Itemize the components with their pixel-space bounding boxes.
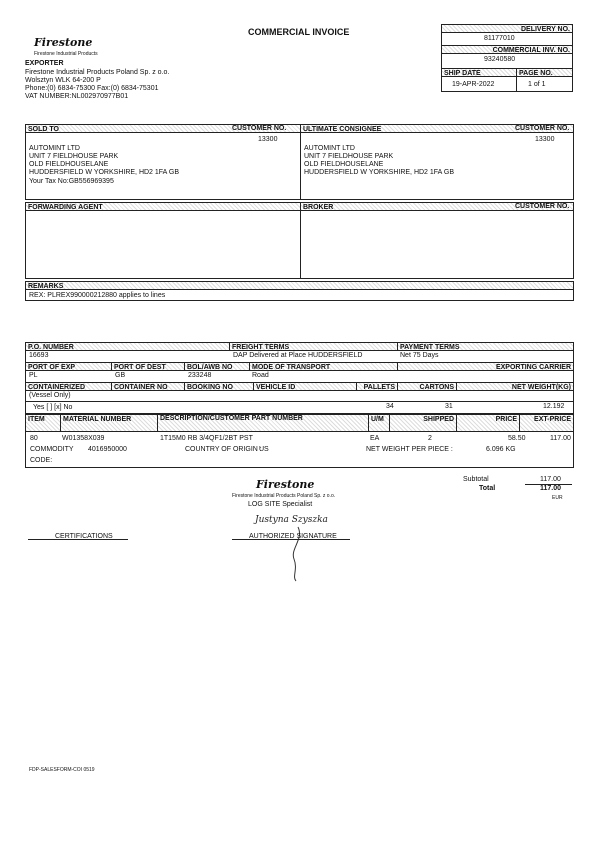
- consignee-line: UNIT 7 FIELDHOUSE PARK: [304, 153, 394, 160]
- consignee-line: HUDDERSFIELD W YORKSHIRE, HD2 1FA GB: [304, 169, 455, 176]
- exporter-line: Phone:(0) 6834-75300 Fax:(0) 6834-75301: [25, 85, 159, 92]
- freight-terms-label: FREIGHT TERMS: [229, 342, 398, 351]
- bol-no: 233248: [188, 372, 212, 379]
- subtotal-label: Subtotal: [463, 476, 489, 483]
- net-per-piece-label: NET WEIGHT PER PIECE :: [366, 446, 453, 453]
- consignee-customer-no: 13300: [535, 136, 555, 143]
- col-item: ITEM: [25, 414, 61, 432]
- row-um: EA: [370, 435, 380, 442]
- net-weight-label: NET WEIGHT(KG): [456, 382, 574, 391]
- row-description: 1T15M0 RB 3/4QF1/2BT PST: [160, 435, 253, 442]
- cartons-value: 31: [445, 403, 453, 410]
- vehicle-id-label: VEHICLE ID: [253, 382, 357, 391]
- port-exp-label: PORT OF EXP: [25, 362, 112, 371]
- footer-form-id: FDP-SALESFORM-COI 0519: [29, 767, 95, 773]
- col-shipped: SHIPPED: [389, 414, 457, 432]
- stamp-logo: Firestone: [256, 478, 315, 491]
- commodity-value: 4016950000: [88, 446, 127, 453]
- exporter-label: EXPORTER: [25, 60, 64, 67]
- pallets-label: PALLETS: [356, 382, 398, 391]
- freight-terms: DAP Delivered at Place HUDDERSFIELD: [233, 352, 363, 359]
- payment-terms-label: PAYMENT TERMS: [397, 342, 574, 351]
- remarks-label: REMARKS: [25, 281, 574, 290]
- certifications-label: CERTIFICATIONS: [55, 533, 113, 540]
- exporter-line: Wolsztyn WLK 64-200 P: [25, 77, 101, 84]
- broker-box: [300, 202, 574, 279]
- commercial-inv-no: 93240580: [484, 56, 516, 63]
- transport-label: MODE OF TRANSPORT: [249, 362, 398, 371]
- row-price: 58.50: [508, 435, 526, 442]
- sold-to-line: AUTOMINT LTD: [29, 145, 80, 152]
- total-label: Total: [479, 485, 496, 492]
- firestone-logo: Firestone: [34, 36, 93, 49]
- row-shipped: 2: [428, 435, 432, 442]
- po-number: 16693: [29, 352, 49, 359]
- container-no-label: CONTAINER NO: [111, 382, 185, 391]
- consignee-line: AUTOMINT LTD: [304, 145, 355, 152]
- sold-to-line: HUDDERSFIELD W YORKSHIRE, HD2 1FA GB: [29, 169, 180, 176]
- currency: EUR: [552, 495, 563, 501]
- sold-to-line: Your Tax No:GB556969395: [29, 178, 114, 185]
- total-value: 117.00: [540, 485, 562, 492]
- handwritten-signature: Justyna Szyszka: [255, 515, 328, 525]
- page-no-label: PAGE NO.: [516, 68, 573, 77]
- row-material: W01358X039: [62, 435, 105, 442]
- sold-to-label: SOLD TO: [25, 124, 301, 133]
- pallets-value: 34: [386, 403, 394, 410]
- carrier-label: EXPORTING CARRIER: [397, 362, 574, 371]
- page-no: 1 of 1: [528, 81, 546, 88]
- po-label: P.O. NUMBER: [25, 342, 230, 351]
- col-um: U/M: [368, 414, 390, 432]
- ship-date-label: SHIP DATE: [441, 68, 517, 77]
- port-exp: PL: [29, 372, 38, 379]
- port-dest: GB: [115, 372, 126, 379]
- row-ext-price: 117.00: [550, 435, 571, 442]
- containerized-value: Yes [ ] [x] No: [33, 404, 73, 411]
- cartons-label: CARTONS: [397, 382, 457, 391]
- containerized-sub: (Vessel Only): [29, 392, 71, 399]
- broker-label: BROKER: [300, 202, 574, 211]
- remarks-text: REX: PLREX990000212880 applies to lines: [29, 292, 166, 299]
- exporter-line: Firestone Industrial Products Poland Sp. z o.o.: [25, 69, 170, 76]
- broker-customer-label: CUSTOMER NO.: [515, 203, 570, 210]
- origin-value: US: [259, 446, 269, 453]
- origin-label: COUNTRY OF ORIGIN :: [185, 446, 262, 453]
- booking-no-label: BOOKING NO: [184, 382, 254, 391]
- payment-terms: Net 75 Days: [400, 352, 439, 359]
- sold-to-customer-no: 13300: [258, 136, 278, 143]
- col-price: PRICE: [456, 414, 520, 432]
- exporter-line: VAT NUMBER:NL002970977B01: [25, 93, 129, 100]
- net-weight-value: 12.192: [543, 403, 565, 410]
- row-item: 80: [30, 435, 38, 442]
- commodity-label: COMMODITY: [30, 446, 74, 453]
- sold-to-line: OLD FIELDHOUSELANE: [29, 161, 109, 168]
- containerized-label: CONTAINERIZED: [25, 382, 112, 391]
- forwarding-agent-label: FORWARDING AGENT: [25, 202, 301, 211]
- consignee-line: OLD FIELDHOUSELANE: [304, 161, 384, 168]
- stamp-line1: Firestone Industrial Products Poland Sp. z o.o.: [232, 493, 336, 499]
- ship-date: 19-APR-2022: [452, 81, 495, 88]
- forwarding-agent-box: [25, 202, 301, 279]
- consignee-label: ULTIMATE CONSIGNEE: [300, 124, 574, 133]
- subtotal-value: 117.00: [540, 476, 561, 483]
- col-ext-price: EXT-PRICE: [519, 414, 574, 432]
- code-label: CODE:: [30, 457, 53, 464]
- sold-to-customer-label: CUSTOMER NO.: [232, 125, 287, 132]
- commercial-inv-label: COMMERCIAL INV. NO.: [441, 45, 573, 54]
- transport-mode: Road: [252, 372, 269, 379]
- document-title: COMMERCIAL INVOICE: [248, 27, 350, 37]
- delivery-no-label: DELIVERY NO.: [441, 24, 573, 33]
- authorized-signature-label: AUTHORIZED SIGNATURE: [249, 533, 337, 540]
- delivery-no: 81177010: [484, 35, 515, 42]
- col-description: DESCRIPTION/CUSTOMER PART NUMBER: [157, 414, 369, 432]
- col-material: MATERIAL NUMBER: [60, 414, 158, 432]
- port-dest-label: PORT OF DEST: [111, 362, 185, 371]
- logo-tagline: Firestone Industrial Products: [34, 51, 98, 57]
- stamp-line2: LOG SITE Specialist: [248, 501, 313, 508]
- bol-label: BOL/AWB NO: [184, 362, 250, 371]
- consignee-customer-label: CUSTOMER NO.: [515, 125, 570, 132]
- sold-to-line: UNIT 7 FIELDHOUSE PARK: [29, 153, 119, 160]
- net-per-piece-value: 6.096 KG: [486, 446, 516, 453]
